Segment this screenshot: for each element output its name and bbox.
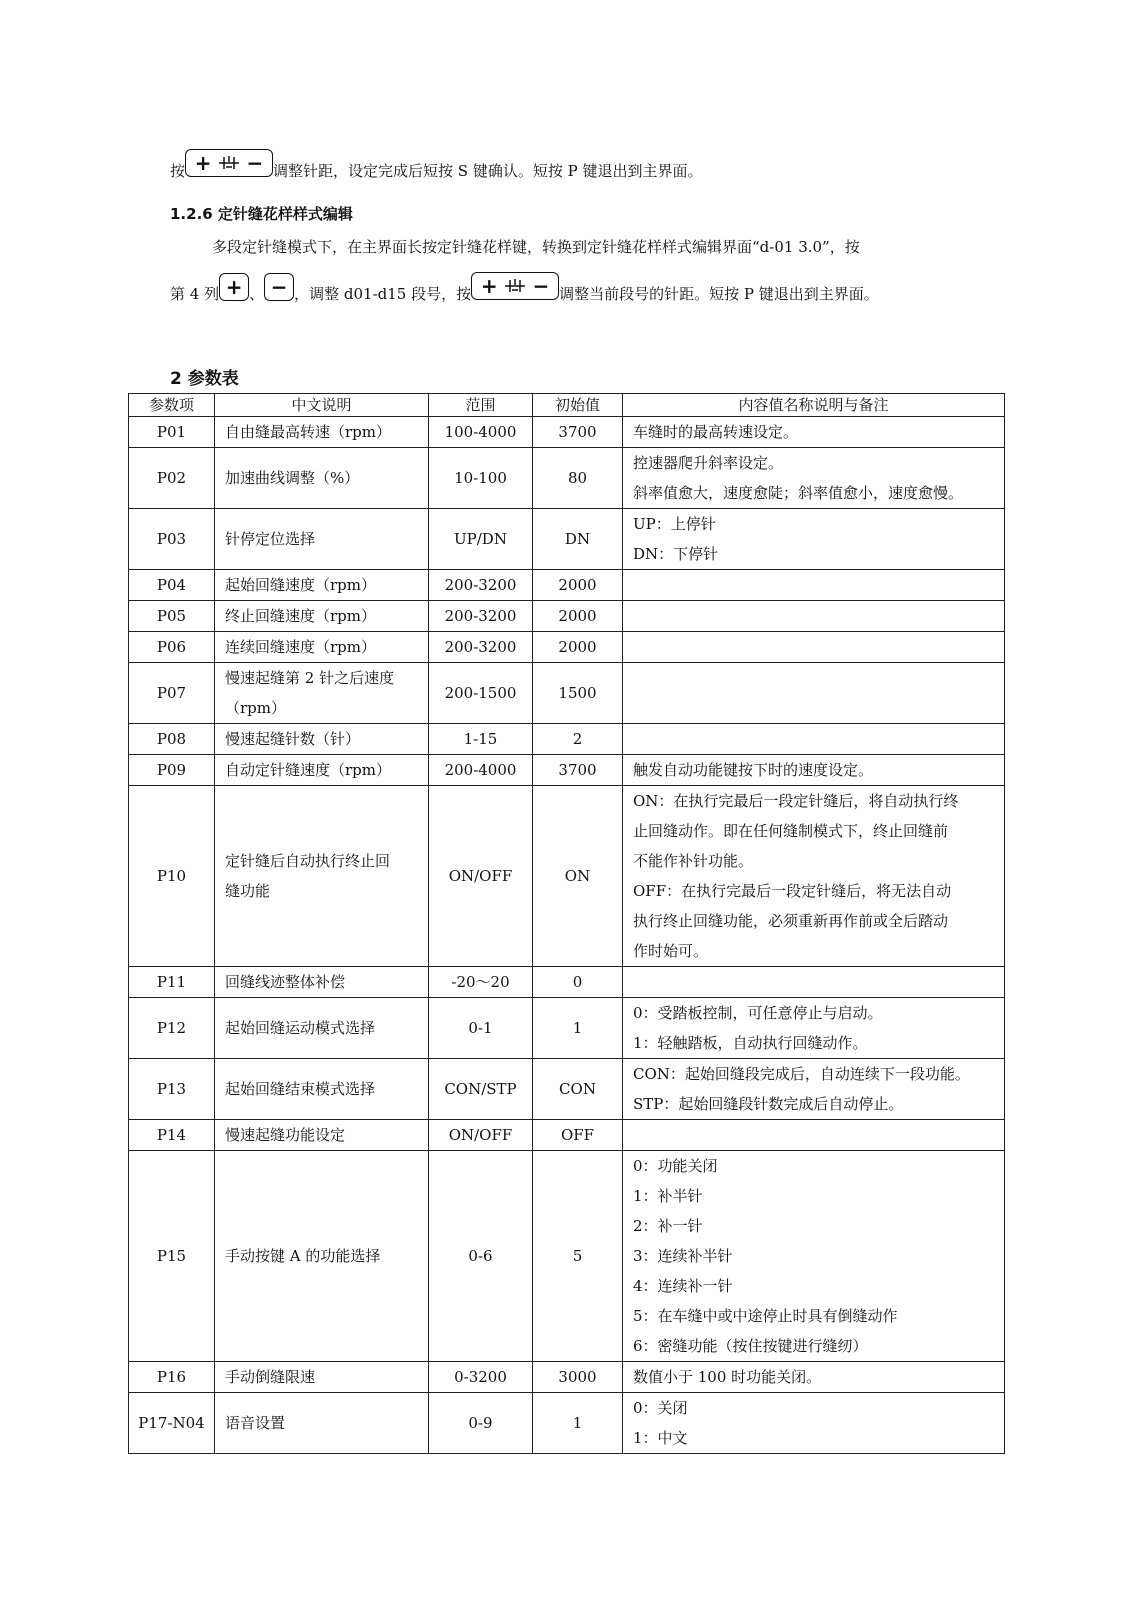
param-desc-line: 慢速起缝功能设定 xyxy=(225,1126,346,1144)
param-initial-cell: ON xyxy=(533,786,623,967)
param-initial-cell: 2000 xyxy=(533,570,623,601)
table-row xyxy=(129,1059,1005,1120)
header-initial: 初始值 xyxy=(533,394,623,417)
table-header-row xyxy=(129,394,1005,417)
param-desc-cell xyxy=(215,632,429,663)
table-row xyxy=(129,724,1005,755)
table-row xyxy=(129,755,1005,786)
param-note-line: OFF：在执行完最后一段定针缝后，将无法自动 xyxy=(633,882,952,900)
param-desc-line: 慢速起缝针数（针） xyxy=(225,730,361,748)
table-row xyxy=(129,998,1005,1059)
param-note-line: STP：起始回缝段针数完成后自动停止。 xyxy=(633,1095,904,1113)
param-desc-line: 终止回缝速度（rpm） xyxy=(225,607,376,625)
param-note-cell xyxy=(623,663,1005,724)
intro-text-adjust: 调整针距，设定完成后短按 S 键确认。短按 P 键退出到主界面。 xyxy=(273,162,703,180)
param-initial-cell: 1500 xyxy=(533,663,623,724)
param-range-cell: ON/OFF xyxy=(429,786,533,967)
param-range-cell: 100-4000 xyxy=(429,417,533,448)
param-desc-cell xyxy=(215,724,429,755)
param-id-cell: P15 xyxy=(129,1151,215,1362)
param-note-cell xyxy=(623,998,1005,1059)
plus-key xyxy=(219,273,249,301)
param-initial-cell: 3000 xyxy=(533,1362,623,1393)
param-desc-line: 加速曲线调整（%） xyxy=(225,469,360,487)
param-range-cell: 200-3200 xyxy=(429,601,533,632)
param-note-cell xyxy=(623,1151,1005,1362)
param-id-cell: P06 xyxy=(129,632,215,663)
param-note-cell xyxy=(623,1362,1005,1393)
param-desc-line: 自由缝最高转速（rpm） xyxy=(225,423,391,441)
param-desc-line: 手动倒缝限速 xyxy=(225,1368,316,1386)
param-id-cell: P17-N04 xyxy=(129,1393,215,1454)
table-title: 2 参数表 xyxy=(170,369,239,389)
plus-icon: + xyxy=(480,273,498,298)
minus-key xyxy=(264,273,294,301)
param-desc-line: 语音设置 xyxy=(225,1414,286,1432)
param-id-cell: P03 xyxy=(129,509,215,570)
intro-text-segment: ，调整 d01-d15 段号，按 xyxy=(294,285,472,303)
param-note-line: 4：连续补一针 xyxy=(633,1277,733,1295)
param-range-cell: 1-15 xyxy=(429,724,533,755)
param-initial-cell: 0 xyxy=(533,967,623,998)
param-desc-line: （rpm） xyxy=(225,699,286,717)
param-id-cell: P07 xyxy=(129,663,215,724)
param-desc-cell xyxy=(215,509,429,570)
param-desc-cell xyxy=(215,1362,429,1393)
param-note-cell xyxy=(623,1120,1005,1151)
param-initial-cell: 2 xyxy=(533,724,623,755)
param-desc-cell xyxy=(215,601,429,632)
param-id-cell: P11 xyxy=(129,967,215,998)
intro-text-adjust-current: 调整当前段号的针距。短按 P 键退出到主界面。 xyxy=(559,285,879,303)
table-row xyxy=(129,786,1005,967)
plus-icon: + xyxy=(225,274,243,299)
param-note-line: 0：关闭 xyxy=(633,1399,688,1417)
param-note-line: 0：功能关闭 xyxy=(633,1157,718,1175)
minus-icon: − xyxy=(246,150,264,175)
header-notes: 内容值名称说明与备注 xyxy=(623,394,1005,417)
param-range-cell: 0-9 xyxy=(429,1393,533,1454)
param-note-line: 车缝时的最高转速设定。 xyxy=(633,423,799,441)
param-note-cell xyxy=(623,570,1005,601)
param-desc-cell xyxy=(215,448,429,509)
table-row xyxy=(129,967,1005,998)
param-note-line: 3：连续补半针 xyxy=(633,1247,733,1265)
table-row xyxy=(129,663,1005,724)
param-note-line: 触发自动功能键按下时的速度设定。 xyxy=(633,761,874,779)
stitch-length-icon xyxy=(217,154,241,172)
param-desc-cell xyxy=(215,1393,429,1454)
param-note-line: UP：上停针 xyxy=(633,515,716,533)
stitch-length-icon xyxy=(503,277,527,295)
param-note-line: 不能作补针功能。 xyxy=(633,852,754,870)
param-note-cell xyxy=(623,724,1005,755)
param-id-cell: P04 xyxy=(129,570,215,601)
param-initial-cell: 1 xyxy=(533,1393,623,1454)
param-id-cell: P09 xyxy=(129,755,215,786)
param-range-cell: -20～20 xyxy=(429,967,533,998)
param-desc-cell xyxy=(215,1059,429,1120)
param-note-line: 1：轻触踏板，自动执行回缝动作。 xyxy=(633,1034,868,1052)
param-desc-line: 自动定针缝速度（rpm） xyxy=(225,761,391,779)
param-note-cell xyxy=(623,632,1005,663)
intro-text-col4: 第 4 列 xyxy=(170,285,220,303)
table-row xyxy=(129,509,1005,570)
param-range-cell: 0-6 xyxy=(429,1151,533,1362)
param-note-line: DN：下停针 xyxy=(633,545,719,563)
param-id-cell: P12 xyxy=(129,998,215,1059)
param-initial-cell: 3700 xyxy=(533,755,623,786)
intro-text-sep: 、 xyxy=(249,285,265,303)
param-note-cell xyxy=(623,448,1005,509)
intro-line-1 xyxy=(170,150,703,181)
table-row xyxy=(129,448,1005,509)
param-range-cell: 0-1 xyxy=(429,998,533,1059)
stitch-length-key xyxy=(185,149,273,177)
param-range-cell: 0-3200 xyxy=(429,1362,533,1393)
stitch-length-key xyxy=(471,272,559,300)
header-range: 范围 xyxy=(429,394,533,417)
param-note-cell xyxy=(623,1393,1005,1454)
intro-text-press: 按 xyxy=(170,162,186,180)
param-range-cell: 200-3200 xyxy=(429,632,533,663)
param-initial-cell: 3700 xyxy=(533,417,623,448)
param-desc-line: 定针缝后自动执行终止回 xyxy=(225,852,391,870)
param-initial-cell: CON xyxy=(533,1059,623,1120)
param-id-cell: P10 xyxy=(129,786,215,967)
param-note-line: 5：在车缝中或中途停止时具有倒缝动作 xyxy=(633,1307,898,1325)
param-note-cell xyxy=(623,1059,1005,1120)
param-note-line: 斜率值愈大，速度愈陡；斜率值愈小，速度愈慢。 xyxy=(633,484,964,502)
param-note-line: 作时始可。 xyxy=(633,942,709,960)
param-desc-line: 针停定位选择 xyxy=(225,530,316,548)
param-desc-cell xyxy=(215,417,429,448)
param-note-line: 止回缝动作。即在任何缝制模式下，终止回缝前 xyxy=(633,822,949,840)
table-row xyxy=(129,601,1005,632)
param-range-cell: 10-100 xyxy=(429,448,533,509)
param-desc-cell xyxy=(215,570,429,601)
param-desc-cell xyxy=(215,1151,429,1362)
param-desc-cell xyxy=(215,998,429,1059)
param-initial-cell: 2000 xyxy=(533,601,623,632)
param-desc-line: 慢速起缝第 2 针之后速度 xyxy=(225,669,395,687)
table-row xyxy=(129,417,1005,448)
param-desc-cell xyxy=(215,755,429,786)
param-id-cell: P01 xyxy=(129,417,215,448)
param-note-cell xyxy=(623,601,1005,632)
param-initial-cell: 80 xyxy=(533,448,623,509)
param-id-cell: P02 xyxy=(129,448,215,509)
param-id-cell: P08 xyxy=(129,724,215,755)
param-note-line: CON：起始回缝段完成后，自动连续下一段功能。 xyxy=(633,1065,970,1083)
param-note-line: 控速器爬升斜率设定。 xyxy=(633,454,784,472)
param-desc-cell xyxy=(215,663,429,724)
param-desc-line: 连续回缝速度（rpm） xyxy=(225,638,376,656)
param-note-line: 执行终止回缝功能，必须重新再作前或全后踏动 xyxy=(633,912,949,930)
param-range-cell: 200-4000 xyxy=(429,755,533,786)
intro-line-3 xyxy=(170,273,879,304)
param-desc-line: 手动按键 A 的功能选择 xyxy=(225,1247,381,1265)
param-note-line: 1：中文 xyxy=(633,1429,688,1447)
param-note-cell xyxy=(623,417,1005,448)
param-initial-cell: 1 xyxy=(533,998,623,1059)
param-note-cell xyxy=(623,786,1005,967)
param-id-cell: P05 xyxy=(129,601,215,632)
section-title: 1.2.6 定针缝花样样式编辑 xyxy=(170,205,353,223)
param-desc-line: 起始回缝结束模式选择 xyxy=(225,1080,376,1098)
param-note-line: 0：受踏板控制，可任意停止与启动。 xyxy=(633,1004,883,1022)
param-initial-cell: OFF xyxy=(533,1120,623,1151)
param-range-cell: 200-3200 xyxy=(429,570,533,601)
header-desc: 中文说明 xyxy=(215,394,429,417)
param-note-line: 数值小于 100 时功能关闭。 xyxy=(633,1368,822,1386)
table-row xyxy=(129,1151,1005,1362)
param-range-cell: 200-1500 xyxy=(429,663,533,724)
param-desc-cell xyxy=(215,1120,429,1151)
table-row xyxy=(129,570,1005,601)
param-desc-line: 起始回缝速度（rpm） xyxy=(225,576,376,594)
param-range-cell: ON/OFF xyxy=(429,1120,533,1151)
param-id-cell: P14 xyxy=(129,1120,215,1151)
param-note-cell xyxy=(623,755,1005,786)
intro-line-2: 多段定针缝模式下，在主界面长按定针缝花样键，转换到定针缝花样样式编辑界面“d-01 3.0”，按 xyxy=(212,238,860,256)
param-note-cell xyxy=(623,509,1005,570)
table-row xyxy=(129,1120,1005,1151)
table-row xyxy=(129,1393,1005,1454)
param-initial-cell: DN xyxy=(533,509,623,570)
minus-icon: − xyxy=(270,274,288,299)
table-row xyxy=(129,632,1005,663)
param-desc-cell xyxy=(215,786,429,967)
param-id-cell: P13 xyxy=(129,1059,215,1120)
param-note-line: 2：补一针 xyxy=(633,1217,703,1235)
param-note-line: ON：在执行完最后一段定针缝后，将自动执行终 xyxy=(633,792,959,810)
param-desc-line: 回缝线迹整体补偿 xyxy=(225,973,346,991)
param-desc-line: 缝功能 xyxy=(225,882,271,900)
parameter-table xyxy=(128,393,1005,1454)
param-initial-cell: 2000 xyxy=(533,632,623,663)
param-desc-line: 起始回缝运动模式选择 xyxy=(225,1019,376,1037)
param-note-line: 6：密缝功能（按住按键进行缝纫） xyxy=(633,1337,868,1355)
plus-icon: + xyxy=(194,150,212,175)
param-initial-cell: 5 xyxy=(533,1151,623,1362)
param-id-cell: P16 xyxy=(129,1362,215,1393)
minus-icon: − xyxy=(532,273,550,298)
param-desc-cell xyxy=(215,967,429,998)
table-row xyxy=(129,1362,1005,1393)
header-param: 参数项 xyxy=(129,394,215,417)
param-range-cell: UP/DN xyxy=(429,509,533,570)
param-range-cell: CON/STP xyxy=(429,1059,533,1120)
param-note-line: 1：补半针 xyxy=(633,1187,703,1205)
param-note-cell xyxy=(623,967,1005,998)
